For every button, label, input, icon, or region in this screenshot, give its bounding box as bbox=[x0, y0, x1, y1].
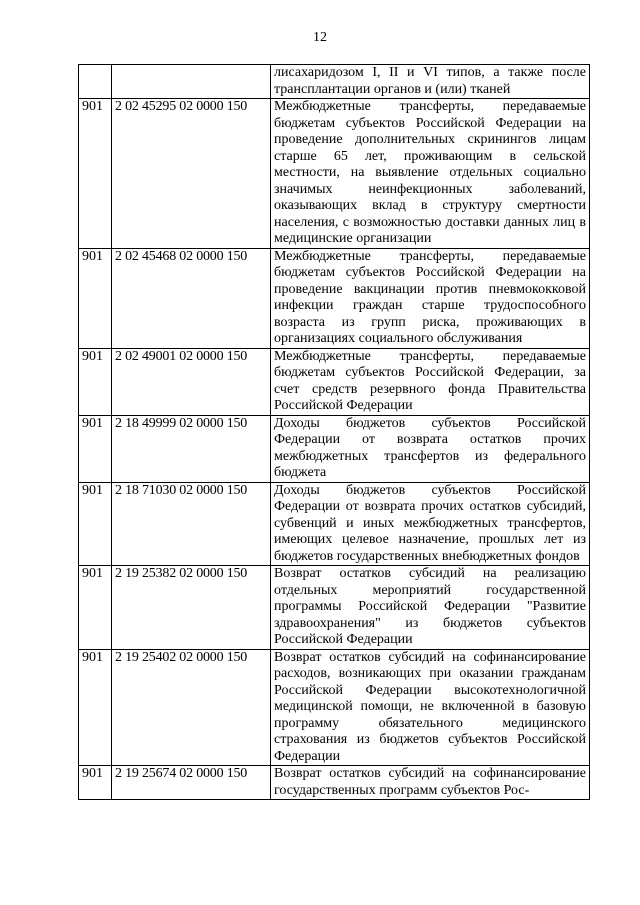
admin-code-cell: 901 bbox=[79, 415, 112, 482]
admin-code-cell bbox=[79, 65, 112, 99]
name-cell: Возврат остатков субсидий на софинансирование расходов, возникающих при оказании гражданам Российской Федерации высокотехнологичной медицинской помощи, не включенной в базовую программу обязательного медицинского страхования из бюджетов субъектов Российской Федерации bbox=[271, 649, 590, 766]
budget-code-cell bbox=[112, 65, 271, 99]
table-row bbox=[79, 248, 590, 348]
budget-code-cell: 2 19 25402 02 0000 150 bbox=[112, 649, 271, 766]
name-cell: Доходы бюджетов субъектов Российской Федерации от возврата прочих остатков субсидий, субвенций и иных межбюджетных трансфертов, имеющих целевое назначение, прошлых лет из бюджетов государственных внебюджетных фондов bbox=[271, 482, 590, 566]
table-row bbox=[79, 766, 590, 800]
admin-code-cell: 901 bbox=[79, 99, 112, 249]
admin-code-cell: 901 bbox=[79, 482, 112, 566]
admin-code-cell: 901 bbox=[79, 649, 112, 766]
admin-code-cell: 901 bbox=[79, 348, 112, 415]
table-row bbox=[79, 649, 590, 766]
name-cell: Доходы бюджетов субъектов Российской Федерации от возврата остатков прочих межбюджетных трансфертов из федерального бюджета bbox=[271, 415, 590, 482]
admin-code-cell: 901 bbox=[79, 766, 112, 800]
name-cell: Возврат остатков субсидий на софинансирование государственных программ субъектов Рос- bbox=[271, 766, 590, 800]
table-row bbox=[79, 348, 590, 415]
name-cell: Межбюджетные трансферты, передаваемые бюджетам субъектов Российской Федерации на проведение дополнительных скринингов лицам старше 65 лет, проживающим в сельской местности, на выявление отдельных социально значимых неинфекционных заболеваний, оказывающих вклад в структуру смертности населения, с возможностью доставки данных лиц в медицинские организации bbox=[271, 99, 590, 249]
name-cell: лисахаридозом I, II и VI типов, а также после трансплантации органов и (или) тканей bbox=[271, 65, 590, 99]
budget-code-cell: 2 02 49001 02 0000 150 bbox=[112, 348, 271, 415]
budget-code-cell: 2 02 45295 02 0000 150 bbox=[112, 99, 271, 249]
table-row bbox=[79, 99, 590, 249]
page-number: 12 bbox=[313, 30, 327, 45]
budget-classification-table bbox=[78, 64, 590, 800]
table-row bbox=[79, 566, 590, 650]
name-cell: Межбюджетные трансферты, передаваемые бюджетам субъектов Российской Федерации на проведение вакцинации против пневмококковой инфекции граждан старше трудоспособного возраста из групп риска, проживающих в организациях социального обслуживания bbox=[271, 248, 590, 348]
name-cell: Межбюджетные трансферты, передаваемые бюджетам субъектов Российской Федерации, за счет средств резервного фонда Правительства Российской Федерации bbox=[271, 348, 590, 415]
budget-code-cell: 2 19 25382 02 0000 150 bbox=[112, 566, 271, 650]
admin-code-cell: 901 bbox=[79, 248, 112, 348]
budget-code-cell: 2 19 25674 02 0000 150 bbox=[112, 766, 271, 800]
table-row bbox=[79, 482, 590, 566]
budget-code-cell: 2 02 45468 02 0000 150 bbox=[112, 248, 271, 348]
budget-code-cell: 2 18 49999 02 0000 150 bbox=[112, 415, 271, 482]
table-row bbox=[79, 65, 590, 99]
admin-code-cell: 901 bbox=[79, 566, 112, 650]
table-row bbox=[79, 415, 590, 482]
budget-code-cell: 2 18 71030 02 0000 150 bbox=[112, 482, 271, 566]
name-cell: Возврат остатков субсидий на реализацию отдельных мероприятий государственной программы Российской Федерации "Развитие здравоохранения" из бюджетов субъектов Российской Федерации bbox=[271, 566, 590, 650]
